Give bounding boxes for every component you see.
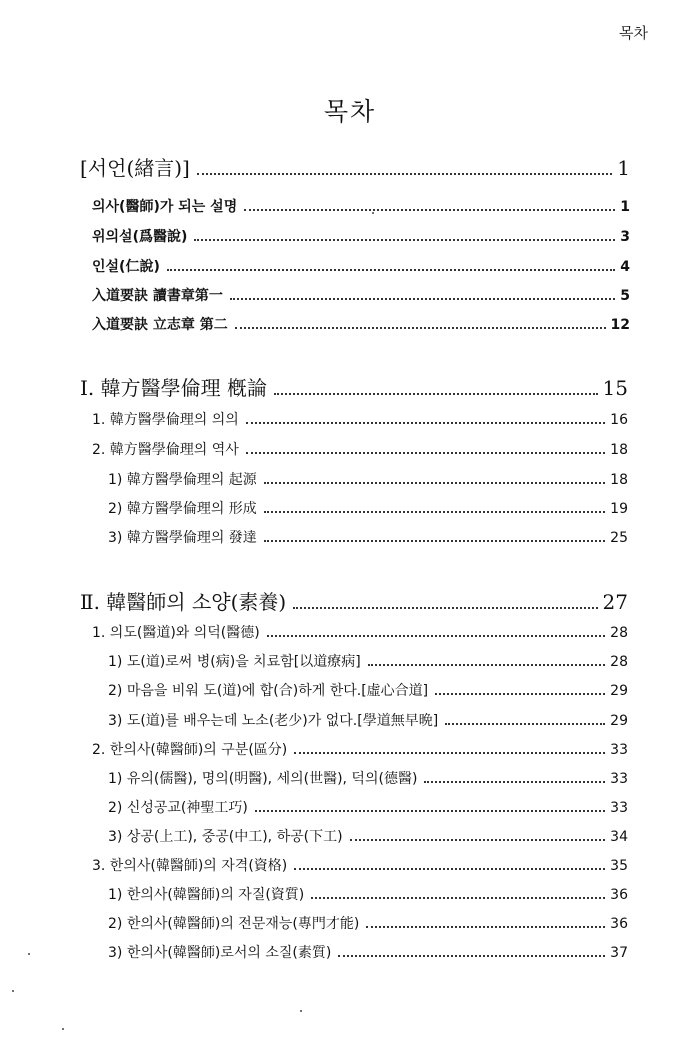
toc-entry (108, 768, 628, 788)
toc-page-number: 29 (610, 683, 628, 699)
toc-section-label: [서언(緖言)] (80, 156, 190, 180)
toc-entry (108, 680, 628, 700)
toc-entry (108, 651, 628, 671)
toc-page-number: 36 (610, 887, 628, 903)
toc-entry (92, 196, 630, 216)
toc-entry (108, 913, 628, 933)
toc-leader-dots (264, 474, 605, 484)
toc-entry (108, 498, 628, 518)
toc-leader-dots (246, 414, 605, 424)
toc-entry-label: 3. 한의사(韓醫師)의 자격(資格) (92, 858, 288, 874)
toc-leader-dots (167, 261, 615, 271)
toc-page-number: 28 (610, 654, 628, 670)
toc-entry (92, 285, 630, 305)
toc-leader-dots (267, 627, 605, 637)
toc-page-number: 4 (620, 259, 630, 275)
toc-entry (108, 527, 628, 547)
toc-section-2 (80, 586, 628, 615)
toc-section-preface (80, 152, 630, 181)
toc-section-label: Ⅰ. 韓方醫學倫理 槪論 (80, 376, 267, 400)
toc-page-number: 27 (602, 590, 628, 614)
toc-section-label: Ⅱ. 韓醫師의 소양(素養) (80, 590, 287, 614)
toc-entry-label: 3) 도(道)를 배우는데 노소(老少)가 없다.[學道無早晩] (108, 713, 439, 729)
toc-leader-dots (264, 532, 605, 542)
toc-entry (92, 226, 630, 246)
toc-entry-label: 入道要訣 立志章 第二 (92, 317, 228, 333)
toc-leader-dots (311, 889, 605, 899)
toc-entry-label: 의사(醫師)가 되는 설명 (92, 199, 238, 215)
toc-page-number: 25 (610, 530, 628, 546)
toc-entry-label: 1. 의도(醫道)와 의덕(醫德) (92, 625, 260, 641)
toc-entry-label: 2) 韓方醫學倫理의 形成 (108, 501, 257, 517)
toc-entry (108, 797, 628, 817)
toc-leader-dots (294, 860, 605, 870)
toc-page-number: 37 (610, 945, 628, 961)
toc-page-number: 29 (610, 713, 628, 729)
toc-entry (92, 855, 628, 875)
toc-page-number: 1 (620, 199, 630, 215)
toc-leader-dots (350, 831, 606, 841)
toc-leader-dots (368, 656, 605, 666)
toc-section-1 (80, 372, 628, 401)
toc-leader-dots (244, 201, 615, 211)
toc-page-number: 28 (610, 625, 628, 641)
toc-page-number: 33 (610, 800, 628, 816)
toc-entry-label: 2. 한의사(韓醫師)의 구분(區分) (92, 742, 288, 758)
toc-leader-dots (424, 773, 605, 783)
scan-speck (12, 990, 14, 992)
toc-entry-label: 2) 마음을 비워 도(道)에 합(合)하게 한다.[虛心合道] (108, 683, 429, 699)
toc-entry-label: 인설(仁說) (92, 259, 160, 275)
toc-entry (92, 256, 630, 276)
toc-entry-label: 1) 韓方醫學倫理의 起源 (108, 472, 257, 488)
toc-leader-dots (445, 715, 605, 725)
toc-entry-label: 1. 韓方醫學倫理의 의의 (92, 412, 239, 428)
toc-entry-label: 1) 도(道)로써 병(病)을 치료함[以道療病] (108, 654, 361, 670)
scan-speck (300, 1010, 302, 1012)
toc-leader-dots (435, 685, 605, 695)
scan-speck (372, 212, 374, 214)
toc-page-number: 16 (610, 412, 628, 428)
toc-leader-dots (246, 444, 605, 454)
toc-entry (92, 409, 628, 429)
toc-leader-dots (274, 382, 598, 395)
toc-entry (92, 622, 628, 642)
toc-entry-label: 2) 한의사(韓醫師)의 전문재능(專門才能) (108, 916, 360, 932)
toc-leader-dots (294, 744, 605, 754)
toc-page-number: 18 (610, 442, 628, 458)
scan-speck (62, 1028, 64, 1030)
toc-page-number: 3 (620, 229, 630, 245)
toc-entry (92, 739, 628, 759)
toc-leader-dots (338, 947, 605, 957)
toc-page-number: 33 (610, 771, 628, 787)
page-title: 목차 (323, 97, 377, 126)
toc-page-number: 15 (602, 376, 628, 400)
toc-page-number: 19 (610, 501, 628, 517)
toc-page-number: 1 (617, 156, 630, 180)
toc-page-number: 36 (610, 916, 628, 932)
toc-entry (108, 942, 628, 962)
toc-page-number: 5 (620, 288, 630, 304)
toc-entry-label: 위의설(爲醫說) (92, 229, 188, 245)
toc-leader-dots (366, 918, 605, 928)
toc-entry (92, 314, 630, 334)
toc-entry-label: 2) 신성공교(神聖工巧) (108, 800, 248, 816)
toc-page-number: 35 (610, 858, 628, 874)
toc-leader-dots (255, 802, 605, 812)
toc-entry-label: 2. 韓方醫學倫理의 역사 (92, 442, 239, 458)
scan-speck (28, 953, 30, 955)
toc-entry-label: 3) 한의사(韓醫師)로서의 소질(素質) (108, 945, 332, 961)
toc-entry (108, 826, 628, 846)
toc-entry-label: 1) 한의사(韓醫師)의 자질(資質) (108, 887, 305, 903)
toc-entry-label: 入道要訣 讀書章第一 (92, 288, 223, 304)
toc-entry (108, 884, 628, 904)
toc-page-number: 33 (610, 742, 628, 758)
toc-entry-label: 3) 상공(上工), 중공(中工), 하공(下工) (108, 829, 343, 845)
toc-leader-dots (230, 290, 615, 300)
toc-leader-dots (197, 162, 612, 175)
toc-leader-dots (235, 319, 606, 329)
toc-leader-dots (194, 231, 615, 241)
toc-entry-label: 1) 유의(儒醫), 명의(明醫), 세의(世醫), 덕의(德醫) (108, 771, 418, 787)
toc-entry (108, 710, 628, 730)
toc-page-number: 34 (610, 829, 628, 845)
running-header: 목차 (619, 24, 648, 42)
toc-leader-dots (293, 596, 597, 609)
toc-page-number: 12 (610, 317, 630, 333)
toc-leader-dots (264, 503, 605, 513)
toc-entry (92, 439, 628, 459)
toc-entry (108, 469, 628, 489)
toc-entry-label: 3) 韓方醫學倫理의 發達 (108, 530, 257, 546)
toc-page-number: 18 (610, 472, 628, 488)
